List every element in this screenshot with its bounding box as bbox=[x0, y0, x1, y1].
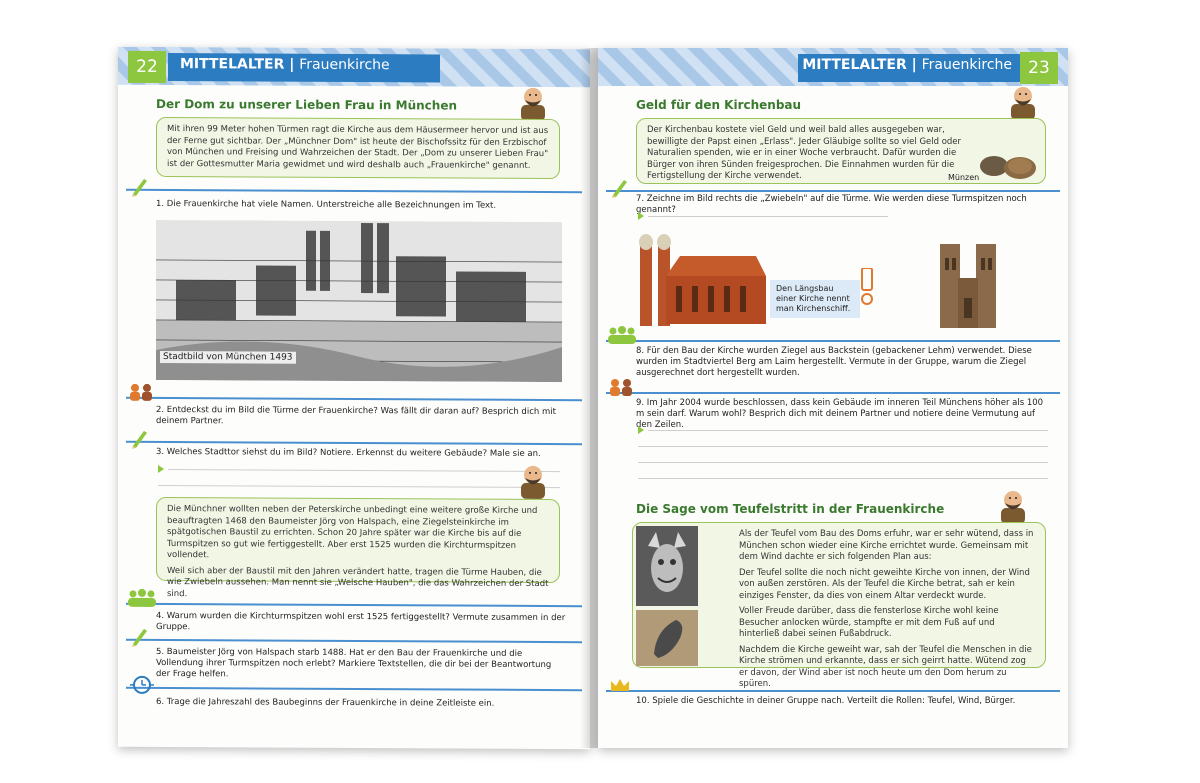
monk-icon bbox=[518, 83, 548, 121]
task-4: 4. Warum wurden die Kirchturmspitzen wohl erst 1525 fertiggestellt? Vermute zusammen in der Gruppe. bbox=[156, 610, 566, 633]
church-illustration bbox=[636, 216, 770, 328]
divider bbox=[126, 397, 582, 401]
task-10: 10. Spiele die Geschichte in deiner Gruppe nach. Verteilt die Rollen: Teufel, Wind, Bürger. bbox=[636, 696, 1016, 706]
divider bbox=[126, 441, 582, 445]
group-icon bbox=[128, 589, 156, 607]
intro-text: Mit ihren 99 Meter hohen Türmen ragt die Kirche aus dem Häusermeer hervor und ist aus der Ferne gut sichtbar. Der „Münchner Dom" ist heute der Bischofssitz für den Erzbischof von München und Freising und Wahrzeichen der Stadt. Der „Dom zu unserer Lieben Frau" ist der Gottesmutter Maria gewidmet und wird deshalb auch „Frauenkirche" genannt. bbox=[167, 124, 549, 171]
task-5: 5. Baumeister Jörg von Halspach starb 1488. Hat er den Bau der Frauenkirche und die Vollendung ihrer Turmspitzen noch erlebt? Markiere Textstellen, die dir bei der Beantwortung der Frage helfen. bbox=[156, 646, 552, 680]
group-icon bbox=[608, 326, 636, 344]
section-title: Geld für den Kirchenbau bbox=[636, 98, 802, 112]
write-line bbox=[638, 478, 1048, 479]
monk-icon bbox=[518, 461, 548, 499]
history-text-1: Die Münchner wollten neben der Peterskirche unbedingt eine weitere große Kirche und beauftragten 1468 den Baumeister Jörg von Halspach, eine Ziegelsteinkirche im spätgotischen Baustil zu errichten. Schon 20 Jahre später war die Kirche bis auf die Turmspitzen so gut wie fertiggestellt. Aber erst 1525 wurden die Kirchturmspitzen vollendet. bbox=[167, 504, 538, 561]
partner-icon bbox=[128, 383, 154, 401]
divider bbox=[126, 189, 582, 193]
task-2: 2. Entdeckst du im Bild die Türme der Frauenkirche? Was fällt dir daran auf? Besprich dich mit deinem Partner. bbox=[156, 404, 556, 427]
right-page bbox=[598, 48, 1068, 748]
header-title-main: MITTELALTER bbox=[802, 57, 907, 73]
nave-note: Den Längsbau einer Kirche nennt man Kirchenschiff. bbox=[770, 280, 860, 318]
intro-box bbox=[156, 117, 560, 179]
header-title: MITTELALTER | Frauenkirche bbox=[802, 57, 1012, 73]
image-caption: Stadtbild von München 1493 bbox=[160, 351, 296, 364]
write-line bbox=[638, 446, 1048, 447]
left-header bbox=[118, 47, 590, 87]
header-subtitle: Frauenkirche bbox=[299, 56, 390, 74]
task-9: 9. Im Jahr 2004 wurde beschlossen, dass kein Gebäude im inneren Teil Münchens höher als 100 m sein darf. Warum wohl? Besprich dich mit deinem Partner und notiere deine Vermutung auf den Zeilen. bbox=[636, 398, 1044, 430]
header-title-main: MITTELALTER bbox=[180, 56, 285, 73]
task-1: 1. Die Frauenkirche hat viele Namen. Unterstreiche alle Bezeichnungen im Text. bbox=[156, 198, 497, 211]
history-text-2: Weil sich aber der Baustil mit den Jahren verändert hatte, tragen die Türme Hauben, die wie Zwiebeln aussehen. Man nennt sie „Welsche Hauben", die das Wahrzeichen der Stadt sind. bbox=[167, 565, 549, 599]
divider bbox=[606, 340, 1060, 342]
write-line bbox=[648, 430, 1048, 431]
divider bbox=[126, 639, 582, 643]
header-title: MITTELALTER | Frauenkirche bbox=[180, 56, 390, 74]
devil-footprint-image bbox=[636, 610, 698, 666]
money-text: Der Kirchenbau kostete viel Geld und weil bald alles ausgegeben war, bewilligte der Papst einen „Erlass". Jeder Gläubige sollte so viel Geld oder Naturalien spenden, wie er in einer Woche verbraucht. Dafür wurden die Bürger von ihren Sünden freigesprochen. Die Einnahmen wurden für die Fertigstellung der Kirche verwendet. bbox=[647, 125, 962, 181]
monk-icon bbox=[998, 486, 1028, 524]
pencil-icon bbox=[130, 175, 148, 197]
legend-text-4: Nachdem die Kirche geweiht war, sah der Teufel die Menschen in die Kirche strömen und erkannte, dass er sich geirrt hatte. Wütend zog er davon, der Wind aber ist noch heute um den Dom herum zu spüren. bbox=[739, 644, 1032, 689]
section-title: Die Sage vom Teufelstritt in der Frauenkirche bbox=[636, 502, 945, 516]
monk-icon bbox=[1008, 82, 1038, 120]
write-line-marker bbox=[158, 465, 164, 473]
left-page bbox=[118, 47, 590, 749]
task-6: 6. Trage die Jahreszahl des Baubeginns der Frauenkirche in deine Zeitleiste ein. bbox=[156, 696, 495, 709]
info-tag-icon bbox=[860, 268, 874, 306]
history-box bbox=[156, 497, 560, 599]
page-number: 22 bbox=[128, 51, 166, 83]
divider bbox=[606, 190, 1060, 192]
divider bbox=[126, 603, 582, 607]
church-towers-drawing bbox=[936, 238, 1000, 330]
task-8: 8. Für den Bau der Kirche wurden Ziegel aus Backstein (gebackener Lehm) verwendet. Diese wurden im Stadtviertel Berg am Laim hergestellt. Vermute in der Gruppe, warum die Ziegel ausgerechnet dort hergestellt wurden. bbox=[636, 346, 1032, 378]
divider bbox=[606, 392, 1060, 394]
partner-icon bbox=[608, 378, 634, 396]
divider bbox=[126, 687, 582, 691]
legend-text-1: Als der Teufel vom Bau des Doms erfuhr, war er sehr wütend, dass in München schon wieder eine Kirche errichtet wurde. Gemeinsam mit dem Wind dachte er sich folgenden Plan aus: bbox=[739, 529, 1034, 562]
right-header bbox=[598, 48, 1068, 86]
write-line bbox=[158, 485, 560, 488]
write-line-marker bbox=[638, 426, 644, 434]
pencil-icon bbox=[610, 176, 628, 198]
header-subtitle: Frauenkirche bbox=[921, 57, 1012, 73]
devil-sculpture-image bbox=[636, 526, 698, 606]
pencil-icon bbox=[130, 427, 148, 449]
section-title: Der Dom zu unserer Lieben Frau in München bbox=[156, 96, 458, 113]
page-number: 23 bbox=[1020, 52, 1058, 84]
task-3: 3. Welches Stadttor siehst du im Bild? Notiere. Erkennst du weitere Gebäude? Male sie an. bbox=[156, 446, 541, 459]
write-line bbox=[638, 462, 1048, 463]
coins-label: Münzen bbox=[948, 173, 980, 182]
legend-text-3: Voller Freude darüber, dass die fensterlose Kirche wohl keine Besucher anlocken würde, stampfte er mit dem Fuß auf und hinterließ dabei seinen Fußabdruck. bbox=[739, 606, 999, 639]
legend-text-2: Der Teufel sollte die noch nicht geweihte Kirche von innen, der Wind von außen zerstören. Als der Teufel die Kirche betrat, sah er kein einziges Fenster, da dies von einem Altar verdeckt wurde. bbox=[739, 567, 1030, 601]
clock-icon bbox=[130, 675, 154, 695]
write-line bbox=[168, 469, 560, 472]
divider bbox=[606, 690, 1060, 692]
task-7: 7. Zeichne im Bild rechts die „Zwiebeln" auf die Türme. Wie werden diese Turmspitzen noch genannt? bbox=[636, 194, 1027, 215]
pencil-icon bbox=[130, 625, 148, 647]
crown-icon bbox=[610, 678, 630, 692]
coins-image bbox=[976, 152, 1042, 182]
